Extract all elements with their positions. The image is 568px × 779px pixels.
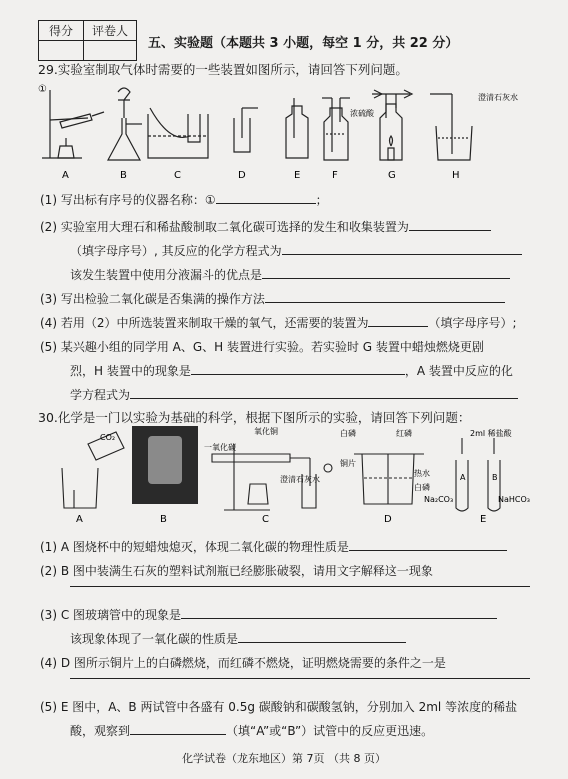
q29-apparatus-figure <box>38 78 548 182</box>
apparatus-a <box>42 90 104 158</box>
apparatus-f <box>322 98 350 160</box>
apparatus-label-e: E <box>294 170 301 181</box>
q29-p2: (2) 实验室用大理石和稀盐酸制取二氧化碳可选择的发生和收集装置为 <box>40 218 491 235</box>
q29-p2-cont: （填字母序号）, 其反应的化学方程式为 <box>70 242 522 259</box>
label-co: 一氧化碳 <box>204 443 236 452</box>
q30-p1: (1) A 图烧杯中的短蜡烛熄灭，体现二氧化碳的物理性质是 <box>40 538 507 555</box>
apparatus-label-c: C <box>174 170 181 181</box>
label-white-p: 白磷 <box>340 429 356 438</box>
label-limewater: 澄清石灰水 <box>478 93 518 102</box>
q29-p2-adv: 该发生装置中使用分液漏斗的优点是 <box>70 266 510 283</box>
q29-p1: (1) 写出标有序号的仪器名称：① ； <box>40 193 328 207</box>
figure-label-b: B <box>160 514 167 524</box>
q29-p5-b: 烈，H 装置中的现象是 ，A 装置中反应的化 <box>70 364 513 378</box>
section-title: 五、实验题（本题共 3 小题，每空 1 分，共 22 分） <box>148 36 459 51</box>
q30-p2-answer-line <box>70 586 530 587</box>
apparatus-label-d: D <box>238 170 246 181</box>
q30-p5-b: 酸，观察到 （填“A”或“B”）试管中的反应更迅速。 <box>70 724 434 738</box>
q29-p5: (5) 某兴趣小组的同学用 A、G、H 装置进行实验。若实验时 G 装置中蜡烛燃烧更剧 <box>40 340 484 354</box>
figure-label-d: D <box>384 514 392 524</box>
q30-p5: (5) E 图中，A、B 两试管中各盛有 0.5g 碳酸钠和碳酸氢钠，分别加入 2ml 等浓度的稀盐 <box>40 700 518 714</box>
q30-p2: (2) B 图中装满生石灰的塑料试剂瓶已经膨胀破裂，请用文字解释这一现象 <box>40 564 433 578</box>
apparatus-d <box>234 108 258 152</box>
label-nahco3: NaHCO₃ <box>498 495 530 504</box>
figure-b-bottle <box>148 436 182 484</box>
apparatus-c <box>148 108 208 158</box>
apparatus-label-h: H <box>452 170 460 181</box>
score-cell <box>39 41 84 61</box>
label-limewater-c: 澄清石灰水 <box>280 475 320 484</box>
label-copper: 铜片 <box>340 459 356 468</box>
apparatus-label-f: F <box>332 170 338 181</box>
score-box <box>38 20 137 61</box>
score-header: 得分 <box>39 21 84 41</box>
label-acid: 2ml 稀盐酸 <box>470 429 512 438</box>
q29-p4: (4) 若用（2）中所选装置来制取干燥的氧气，还需要的装置为 （填字母序号）; <box>40 316 517 330</box>
q30-p4-answer-line <box>70 678 530 679</box>
q29-p3: (3) 写出检验二氧化碳是否集满的操作方法 <box>40 290 505 307</box>
page-footer: 化学试卷（龙东地区）第 7页 （共 8 页） <box>182 752 386 765</box>
label-white-p2: 白磷 <box>414 483 430 492</box>
q30-p3-b: 该现象体现了一氧化碳的性质是 <box>70 630 406 647</box>
marker-one: ① <box>38 84 47 95</box>
apparatus-b <box>108 88 142 160</box>
figure-label-e: E <box>480 514 487 524</box>
q30-stem: 30.化学是一门以实验为基础的科学，根据下图所示的实验，请回答下列问题： <box>38 410 471 425</box>
q29-p5-eq: 学方程式为 <box>70 386 518 403</box>
apparatus-g <box>372 90 412 160</box>
label-red-p: 红磷 <box>396 429 412 438</box>
figure-a <box>62 432 124 508</box>
tube-b: B <box>492 473 498 482</box>
grader-header: 评卷人 <box>84 21 137 41</box>
label-co2: CO₂ <box>100 433 116 442</box>
apparatus-label-b: B <box>120 170 127 181</box>
apparatus-h <box>430 94 472 160</box>
grader-cell <box>84 41 137 61</box>
label-conc-sulfuric: 浓硫酸 <box>350 109 374 118</box>
figure-d <box>354 454 424 504</box>
apparatus-label-g: G <box>388 170 396 181</box>
label-na2co3: Na₂CO₃ <box>424 495 454 504</box>
q30-p3: (3) C 图玻璃管中的现象是 <box>40 606 497 623</box>
tube-a: A <box>460 473 466 482</box>
label-hot-water: 热水 <box>414 469 430 478</box>
apparatus-e <box>286 98 308 158</box>
figure-label-c: C <box>262 514 269 524</box>
apparatus-label-a: A <box>62 170 69 181</box>
label-cuo: 氧化铜 <box>254 427 278 436</box>
q29-stem: 29.实验室制取气体时需要的一些装置如图所示，请回答下列问题。 <box>38 62 408 77</box>
q30-p4: (4) D 图所示铜片上的白磷燃烧，而红磷不燃烧，证明燃烧需要的条件之一是 <box>40 656 446 670</box>
figure-label-a: A <box>76 514 83 524</box>
q30-figure <box>40 424 540 524</box>
